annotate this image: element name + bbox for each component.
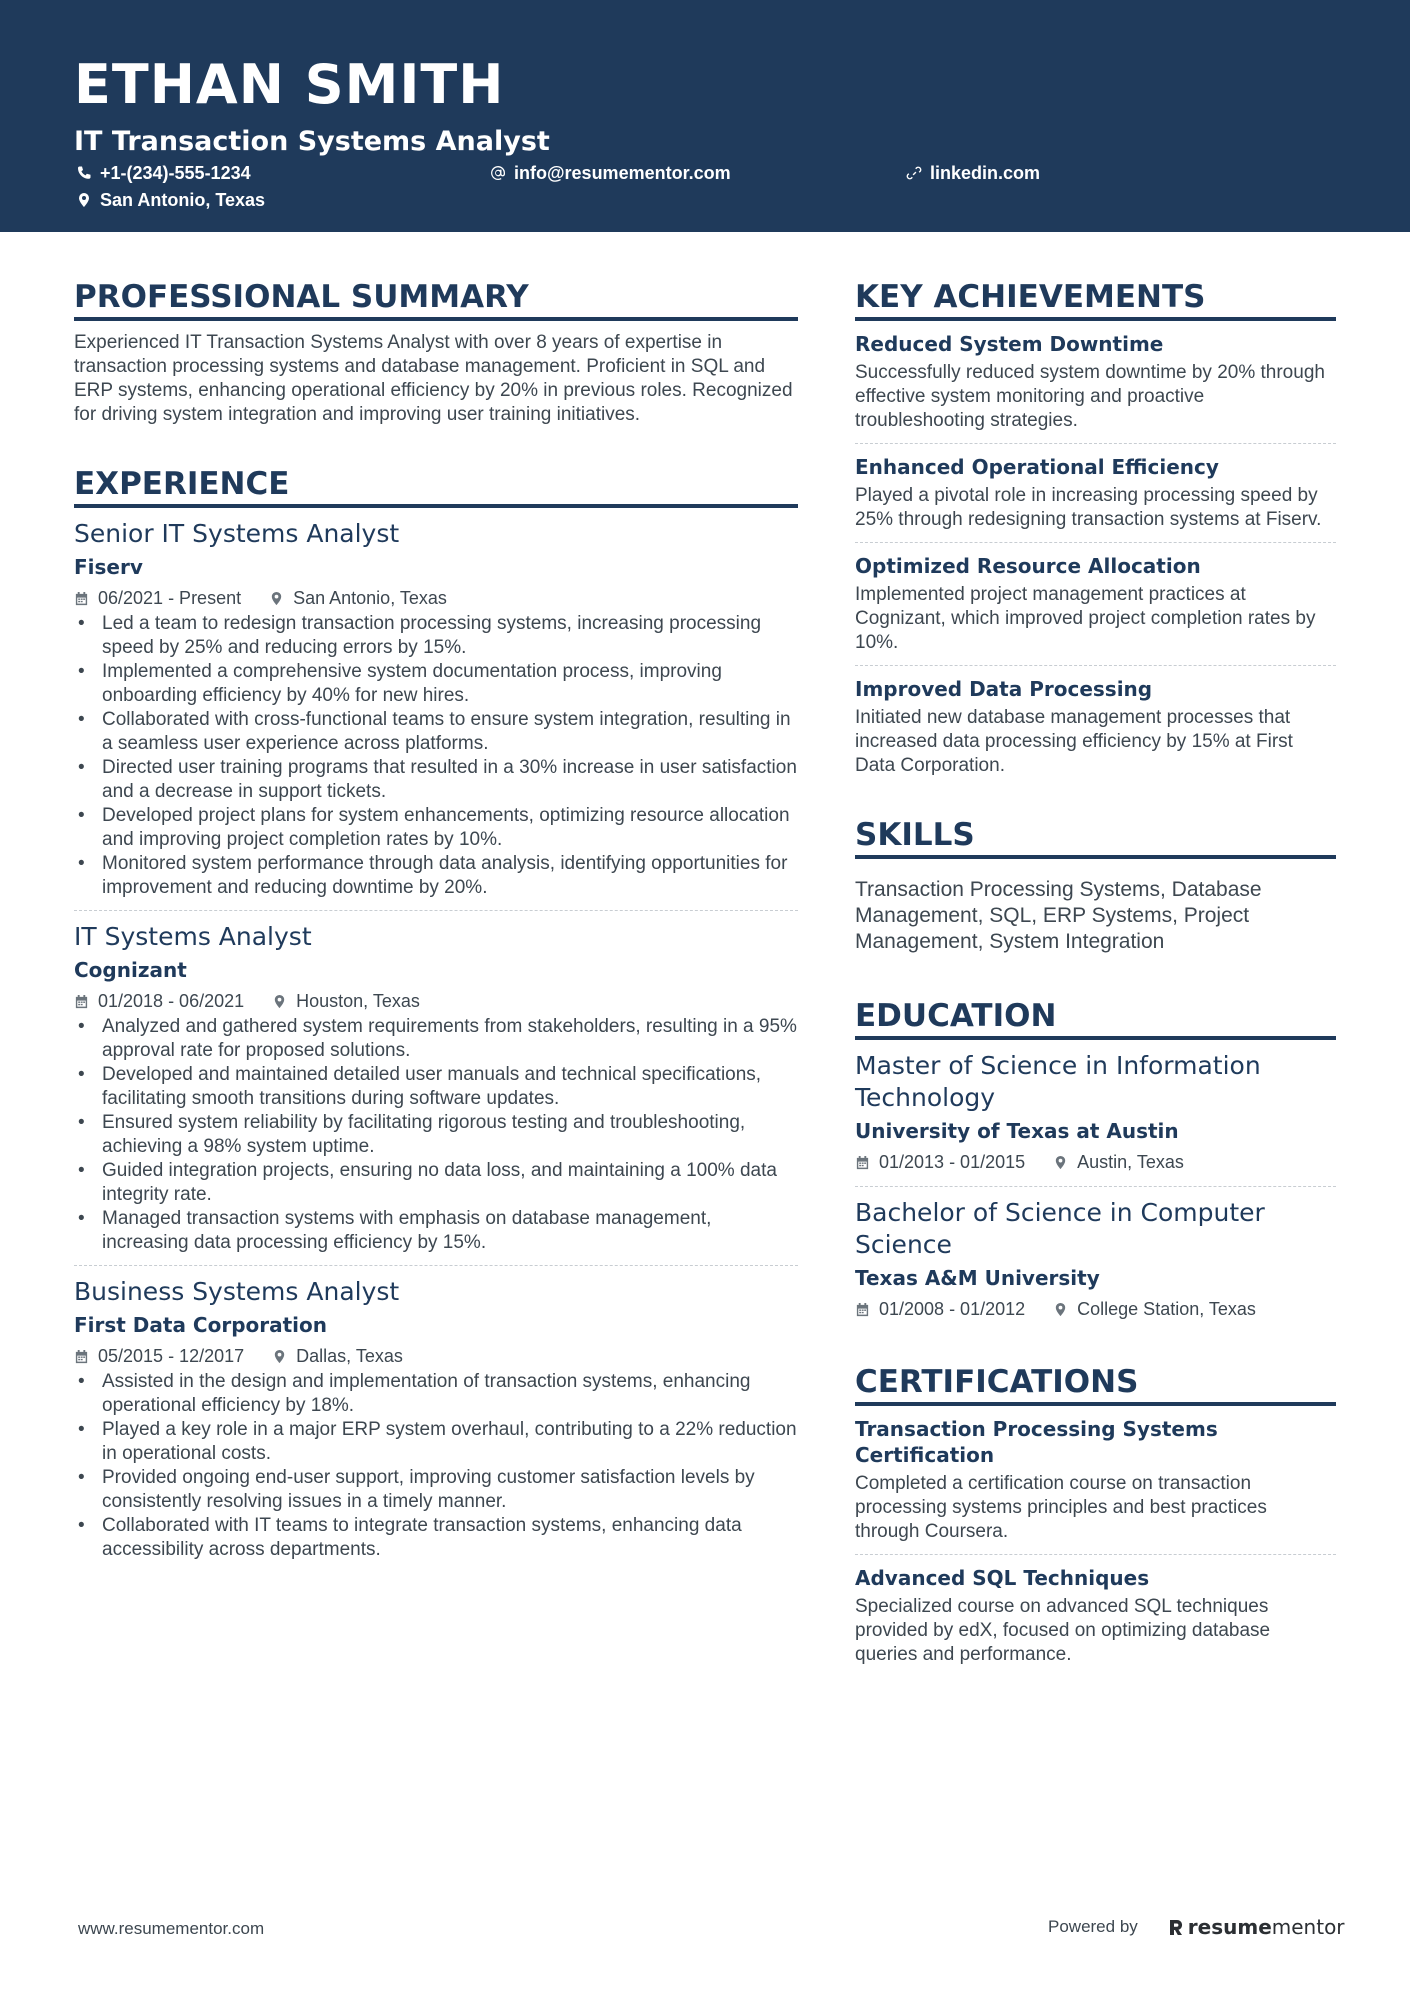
degree-title: Master of Science in Information Technology <box>855 1051 1261 1112</box>
powered-by-text: Powered by <box>1048 1917 1138 1936</box>
phone-icon <box>76 165 92 181</box>
calendar-icon <box>855 1155 870 1170</box>
divider <box>855 1186 1336 1187</box>
job-dates: 06/2021 - Present <box>98 587 242 608</box>
skills-text: Transaction Processing Systems, Database Management, SQL, ERP Systems, Project Management, System Integration <box>855 878 1262 953</box>
bullet-item: • Analyzed and gathered system requirements from stakeholders, resulting in a 95% approval rate for proposed solutions. <box>74 1015 798 1063</box>
bullet-item: • Played a key role in a major ERP system overhaul, contributing to a 22% reduction in operational costs. <box>74 1418 798 1466</box>
bullet-item: • Provided ongoing end-user support, improving customer satisfaction levels by consistently resolving issues in a timely manner. <box>74 1466 798 1514</box>
at-icon <box>490 165 506 181</box>
company-name: Cognizant <box>74 958 187 982</box>
brand-part1: resume <box>1187 1915 1272 1939</box>
achievement-title: Reduced System Downtime <box>855 332 1164 356</box>
map-pin-icon <box>76 192 92 208</box>
achievement-title: Enhanced Operational Efficiency <box>855 455 1219 479</box>
calendar-icon <box>74 1349 89 1364</box>
divider <box>855 443 1336 444</box>
link-icon <box>906 165 922 181</box>
summary-heading: PROFESSIONAL SUMMARY <box>74 278 798 321</box>
candidate-title: IT Transaction Systems Analyst <box>74 126 550 157</box>
contact-email[interactable] <box>490 161 731 185</box>
certification-text: Completed a certification course on transaction processing systems principles and best practices through Coursera. <box>855 1473 1267 1542</box>
achievement-title: Improved Data Processing <box>855 677 1153 701</box>
achievement-text: Initiated new database management processes that increased data processing efficiency by 15% at First Data Corporation. <box>855 707 1293 776</box>
linkedin-text: linkedin.com <box>930 162 1041 183</box>
job-meta <box>74 1342 798 1370</box>
achievement-item <box>855 331 1336 433</box>
bullet-item: • Collaborated with IT teams to integrate transaction systems, enhancing data accessibility across departments. <box>74 1514 798 1562</box>
achievement-text: Successfully reduced system downtime by 20% through effective system monitoring and proactive troubleshooting strategies. <box>855 362 1325 431</box>
education-location: Austin, Texas <box>1077 1151 1184 1172</box>
brand-logo[interactable] <box>1168 1915 1345 1939</box>
calendar-icon <box>74 994 89 1009</box>
achievement-item <box>855 454 1336 532</box>
bullet-item: • Monitored system performance through data analysis, identifying opportunities for improvement and reducing downtime by 20%. <box>74 852 798 900</box>
footer-website[interactable]: www.resumementor.com <box>78 1919 265 1938</box>
education-meta <box>855 1148 1336 1176</box>
phone-text: +1-(234)-555-1234 <box>100 162 251 183</box>
certification-title: Transaction Processing Systems Certification <box>855 1417 1218 1467</box>
certification-item <box>855 1565 1336 1667</box>
achievements-heading: KEY ACHIEVEMENTS <box>855 278 1336 321</box>
job-entry <box>74 518 798 900</box>
contact-phone[interactable] <box>76 161 251 185</box>
resumementor-logo-icon <box>1168 1918 1184 1936</box>
email-text: info@resumementor.com <box>514 162 731 183</box>
resume-header <box>0 0 1410 232</box>
map-pin-icon <box>1053 1302 1068 1317</box>
bullet-item: • Guided integration projects, ensuring no data loss, and maintaining a 100% data integrity rate. <box>74 1159 798 1207</box>
brand-part2: mentor <box>1271 1915 1345 1939</box>
contact-linkedin[interactable] <box>906 161 1040 185</box>
bullet-item: • Led a team to redesign transaction processing systems, increasing processing speed by 25% and reducing errors by 15%. <box>74 612 798 660</box>
bullet-item: • Managed transaction systems with emphasis on database management, increasing data processing efficiency by 15%. <box>74 1207 798 1255</box>
skills-heading: SKILLS <box>855 816 1336 859</box>
summary-text: Experienced IT Transaction Systems Analyst with over 8 years of expertise in transaction processing systems and database management. Proficient in SQL and ERP systems, enhancing operational efficiency by 20% in previous roles. Recognized for driving system integration and improving user training initiatives. <box>74 332 793 425</box>
school-name: Texas A&M University <box>855 1266 1100 1290</box>
education-item <box>855 1050 1336 1176</box>
job-entry <box>74 1276 798 1562</box>
bullet-item: • Assisted in the design and implementation of transaction systems, enhancing operational efficiency by 18%. <box>74 1370 798 1418</box>
map-pin-icon <box>1053 1155 1068 1170</box>
map-pin-icon <box>272 994 287 1009</box>
divider <box>855 1554 1336 1555</box>
bullet-item: • Directed user training programs that resulted in a 30% increase in user satisfaction and a decrease in support tickets. <box>74 756 798 804</box>
job-bullets <box>74 1370 798 1562</box>
education-item <box>855 1197 1336 1323</box>
bullet-item: • Collaborated with cross-functional teams to ensure system integration, resulting in a seamless user experience across platforms. <box>74 708 798 756</box>
job-dates: 01/2018 - 06/2021 <box>98 990 245 1011</box>
education-dates: 01/2013 - 01/2015 <box>879 1151 1026 1172</box>
footer-powered-by <box>1048 1915 1345 1939</box>
achievement-title: Optimized Resource Allocation <box>855 554 1201 578</box>
bullet-item: • Developed project plans for system enhancements, optimizing resource allocation and improving project completion rates by 10%. <box>74 804 798 852</box>
contact-location <box>76 188 265 212</box>
job-title: IT Systems Analyst <box>74 922 312 951</box>
calendar-icon <box>74 591 89 606</box>
map-pin-icon <box>269 591 284 606</box>
job-location: Dallas, Texas <box>296 1345 403 1366</box>
company-name: First Data Corporation <box>74 1313 328 1337</box>
location-text: San Antonio, Texas <box>100 189 266 210</box>
left-column <box>74 278 798 1562</box>
bullet-item: • Developed and maintained detailed user manuals and technical specifications, facilitating smooth transitions during software updates. <box>74 1063 798 1111</box>
job-entry <box>74 921 798 1255</box>
calendar-icon <box>855 1302 870 1317</box>
degree-title: Bachelor of Science in Computer Science <box>855 1198 1265 1259</box>
divider <box>74 910 798 911</box>
job-meta <box>74 584 798 612</box>
education-location: College Station, Texas <box>1077 1298 1256 1319</box>
job-meta <box>74 987 798 1015</box>
job-title: Senior IT Systems Analyst <box>74 519 400 548</box>
experience-heading: EXPERIENCE <box>74 465 798 508</box>
school-name: University of Texas at Austin <box>855 1119 1179 1143</box>
job-location: San Antonio, Texas <box>293 587 447 608</box>
job-dates: 05/2015 - 12/2017 <box>98 1345 245 1366</box>
certification-item <box>855 1416 1336 1544</box>
candidate-name: ETHAN SMITH <box>74 53 505 116</box>
education-dates: 01/2008 - 01/2012 <box>879 1298 1026 1319</box>
right-column <box>855 278 1336 1667</box>
divider <box>855 542 1336 543</box>
certification-text: Specialized course on advanced SQL techniques provided by edX, focused on optimizing database queries and performance. <box>855 1596 1271 1665</box>
company-name: Fiserv <box>74 555 143 579</box>
job-bullets <box>74 1015 798 1255</box>
achievement-item <box>855 676 1336 778</box>
job-bullets <box>74 612 798 900</box>
job-title: Business Systems Analyst <box>74 1277 400 1306</box>
achievement-text: Implemented project management practices at Cognizant, which improved project completion rates by 10%. <box>855 584 1316 653</box>
map-pin-icon <box>272 1349 287 1364</box>
education-meta <box>855 1295 1336 1323</box>
achievement-item <box>855 553 1336 655</box>
divider <box>74 1265 798 1266</box>
bullet-item: • Implemented a comprehensive system documentation process, improving onboarding efficiency by 40% for new hires. <box>74 660 798 708</box>
job-location: Houston, Texas <box>296 990 420 1011</box>
achievement-text: Played a pivotal role in increasing processing speed by 25% through redesigning transaction systems at Fiserv. <box>855 485 1322 530</box>
certifications-heading: CERTIFICATIONS <box>855 1363 1336 1406</box>
certification-title: Advanced SQL Techniques <box>855 1566 1150 1590</box>
education-heading: EDUCATION <box>855 997 1336 1040</box>
bullet-item: • Ensured system reliability by facilitating rigorous testing and troubleshooting, achieving a 98% system uptime. <box>74 1111 798 1159</box>
divider <box>855 665 1336 666</box>
